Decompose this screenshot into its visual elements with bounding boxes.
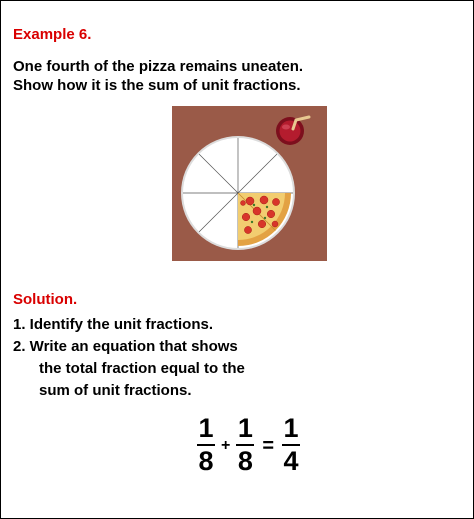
step-2: 2. Write an equation that shows bbox=[13, 338, 238, 355]
solution-title: Solution. bbox=[13, 291, 78, 308]
step-1: 1. Identify the unit fractions. bbox=[13, 316, 214, 333]
problem-line-1: One fourth of the pizza remains uneaten. bbox=[13, 58, 304, 75]
numerator: 1 bbox=[283, 413, 299, 443]
denominator: 4 bbox=[283, 446, 299, 476]
numerator: 1 bbox=[198, 413, 214, 443]
plus-sign: + bbox=[221, 437, 231, 454]
example-title: Example 6. bbox=[13, 26, 92, 43]
fraction-term-1 bbox=[195, 414, 217, 476]
step-2-continued: sum of unit fractions. bbox=[39, 382, 192, 399]
fraction-equation bbox=[195, 413, 302, 477]
problem-line-2: Show how it is the sum of unit fractions. bbox=[13, 77, 301, 94]
pizza-plate-icon bbox=[181, 136, 295, 250]
numerator: 1 bbox=[237, 413, 253, 443]
fraction-term-2 bbox=[234, 414, 256, 476]
step-2-continued: the total fraction equal to the bbox=[39, 360, 245, 377]
fraction-result bbox=[280, 414, 302, 476]
pizza-illustration bbox=[172, 106, 327, 261]
solution-steps bbox=[13, 314, 245, 402]
denominator: 8 bbox=[237, 446, 253, 476]
equals-sign: = bbox=[262, 434, 275, 457]
denominator: 8 bbox=[198, 446, 214, 476]
problem-statement bbox=[13, 57, 303, 95]
